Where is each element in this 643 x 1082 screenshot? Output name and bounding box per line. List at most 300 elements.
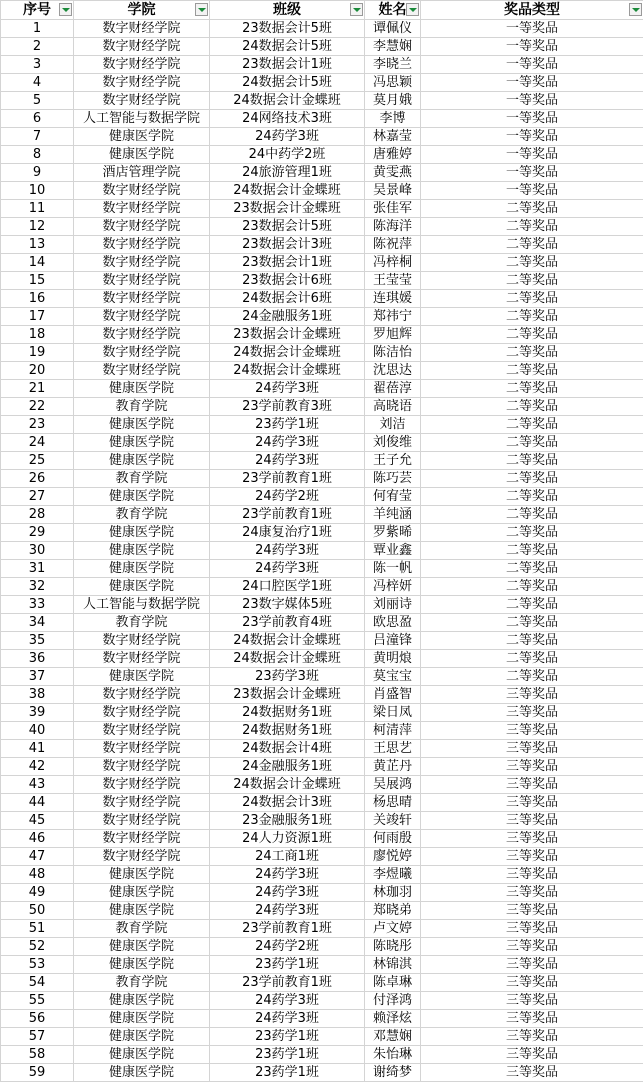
cell-class[interactable]: 23数据会计1班 [210, 56, 365, 74]
cell-serial[interactable]: 22 [1, 398, 74, 416]
cell-college[interactable]: 数字财经学院 [74, 650, 210, 668]
cell-class[interactable]: 24数据会计4班 [210, 740, 365, 758]
cell-class[interactable]: 24数据会计金蝶班 [210, 776, 365, 794]
cell-college[interactable]: 数字财经学院 [74, 344, 210, 362]
cell-college[interactable]: 健康医学院 [74, 380, 210, 398]
cell-class[interactable]: 23学前教育3班 [210, 398, 365, 416]
cell-prize-type[interactable]: 二等奖品 [421, 506, 643, 524]
cell-name[interactable]: 郑祎宁 [365, 308, 421, 326]
cell-name[interactable]: 李煜曦 [365, 866, 421, 884]
header-serial[interactable]: 序号 [1, 1, 74, 20]
cell-name[interactable]: 唐雅婷 [365, 146, 421, 164]
cell-name[interactable]: 李博 [365, 110, 421, 128]
cell-serial[interactable]: 51 [1, 920, 74, 938]
cell-serial[interactable]: 3 [1, 56, 74, 74]
cell-class[interactable]: 24药学3班 [210, 1010, 365, 1028]
cell-name[interactable]: 关竣轩 [365, 812, 421, 830]
cell-name[interactable]: 何雨殷 [365, 830, 421, 848]
filter-dropdown-icon[interactable] [629, 3, 642, 16]
cell-name[interactable]: 连琪媛 [365, 290, 421, 308]
cell-name[interactable]: 翟蓓淳 [365, 380, 421, 398]
header-name[interactable]: 姓名 [365, 1, 421, 20]
cell-class[interactable]: 24数据会计5班 [210, 38, 365, 56]
cell-serial[interactable]: 30 [1, 542, 74, 560]
cell-serial[interactable]: 44 [1, 794, 74, 812]
cell-prize-type[interactable]: 一等奖品 [421, 164, 643, 182]
cell-name[interactable]: 王思艺 [365, 740, 421, 758]
cell-serial[interactable]: 59 [1, 1064, 74, 1082]
cell-class[interactable]: 24药学3班 [210, 866, 365, 884]
cell-serial[interactable]: 41 [1, 740, 74, 758]
cell-serial[interactable]: 42 [1, 758, 74, 776]
cell-class[interactable]: 23数据会计3班 [210, 236, 365, 254]
cell-college[interactable]: 教育学院 [74, 920, 210, 938]
cell-college[interactable]: 数字财经学院 [74, 722, 210, 740]
cell-college[interactable]: 教育学院 [74, 506, 210, 524]
cell-class[interactable]: 23数字媒体5班 [210, 596, 365, 614]
cell-prize-type[interactable]: 三等奖品 [421, 1010, 643, 1028]
cell-class[interactable]: 24人力资源1班 [210, 830, 365, 848]
cell-serial[interactable]: 21 [1, 380, 74, 398]
cell-prize-type[interactable]: 三等奖品 [421, 848, 643, 866]
cell-class[interactable]: 23学前教育1班 [210, 974, 365, 992]
cell-name[interactable]: 莫月娥 [365, 92, 421, 110]
cell-class[interactable]: 23数据会计5班 [210, 218, 365, 236]
cell-name[interactable]: 吴景峰 [365, 182, 421, 200]
cell-name[interactable]: 高晓语 [365, 398, 421, 416]
cell-class[interactable]: 24数据会计金蝶班 [210, 632, 365, 650]
cell-name[interactable]: 刘丽诗 [365, 596, 421, 614]
cell-college[interactable]: 数字财经学院 [74, 272, 210, 290]
cell-class[interactable]: 24旅游管理1班 [210, 164, 365, 182]
cell-college[interactable]: 数字财经学院 [74, 740, 210, 758]
cell-name[interactable]: 沈思达 [365, 362, 421, 380]
cell-prize-type[interactable]: 三等奖品 [421, 902, 643, 920]
cell-prize-type[interactable]: 二等奖品 [421, 272, 643, 290]
cell-college[interactable]: 健康医学院 [74, 1010, 210, 1028]
cell-name[interactable]: 李晓兰 [365, 56, 421, 74]
cell-name[interactable]: 冯思颖 [365, 74, 421, 92]
cell-college[interactable]: 健康医学院 [74, 578, 210, 596]
cell-prize-type[interactable]: 二等奖品 [421, 668, 643, 686]
cell-class[interactable]: 24数据会计3班 [210, 794, 365, 812]
cell-serial[interactable]: 4 [1, 74, 74, 92]
cell-serial[interactable]: 48 [1, 866, 74, 884]
cell-name[interactable]: 赖泽炫 [365, 1010, 421, 1028]
filter-dropdown-icon[interactable] [406, 3, 419, 16]
cell-college[interactable]: 数字财经学院 [74, 326, 210, 344]
cell-prize-type[interactable]: 三等奖品 [421, 884, 643, 902]
cell-name[interactable]: 陈巧芸 [365, 470, 421, 488]
cell-class[interactable]: 24数据会计6班 [210, 290, 365, 308]
cell-college[interactable]: 数字财经学院 [74, 38, 210, 56]
cell-prize-type[interactable]: 三等奖品 [421, 794, 643, 812]
cell-college[interactable]: 数字财经学院 [74, 812, 210, 830]
cell-class[interactable]: 24药学3班 [210, 380, 365, 398]
cell-name[interactable]: 卢文婷 [365, 920, 421, 938]
cell-college[interactable]: 数字财经学院 [74, 74, 210, 92]
cell-name[interactable]: 王子允 [365, 452, 421, 470]
cell-prize-type[interactable]: 三等奖品 [421, 830, 643, 848]
cell-class[interactable]: 24数据财务1班 [210, 722, 365, 740]
cell-name[interactable]: 林锦淇 [365, 956, 421, 974]
cell-serial[interactable]: 6 [1, 110, 74, 128]
filter-dropdown-icon[interactable] [59, 3, 72, 16]
cell-prize-type[interactable]: 三等奖品 [421, 1064, 643, 1082]
cell-college[interactable]: 数字财经学院 [74, 254, 210, 272]
cell-name[interactable]: 陈卓琳 [365, 974, 421, 992]
cell-prize-type[interactable]: 二等奖品 [421, 434, 643, 452]
cell-class[interactable]: 23数据会计金蝶班 [210, 326, 365, 344]
cell-serial[interactable]: 40 [1, 722, 74, 740]
cell-name[interactable]: 欧思盈 [365, 614, 421, 632]
cell-prize-type[interactable]: 二等奖品 [421, 470, 643, 488]
cell-college[interactable]: 健康医学院 [74, 938, 210, 956]
cell-prize-type[interactable]: 三等奖品 [421, 1046, 643, 1064]
cell-prize-type[interactable]: 三等奖品 [421, 866, 643, 884]
cell-name[interactable]: 陈海洋 [365, 218, 421, 236]
cell-serial[interactable]: 8 [1, 146, 74, 164]
cell-class[interactable]: 23学前教育1班 [210, 470, 365, 488]
cell-name[interactable]: 莫宝宝 [365, 668, 421, 686]
cell-name[interactable]: 朱怡琳 [365, 1046, 421, 1064]
cell-college[interactable]: 健康医学院 [74, 488, 210, 506]
cell-college[interactable]: 数字财经学院 [74, 776, 210, 794]
cell-class[interactable]: 23数据会计6班 [210, 272, 365, 290]
cell-college[interactable]: 健康医学院 [74, 668, 210, 686]
cell-class[interactable]: 24中药学2班 [210, 146, 365, 164]
cell-serial[interactable]: 57 [1, 1028, 74, 1046]
cell-college[interactable]: 数字财经学院 [74, 632, 210, 650]
cell-serial[interactable]: 28 [1, 506, 74, 524]
cell-prize-type[interactable]: 三等奖品 [421, 938, 643, 956]
cell-serial[interactable]: 10 [1, 182, 74, 200]
cell-name[interactable]: 罗紫晞 [365, 524, 421, 542]
cell-serial[interactable]: 32 [1, 578, 74, 596]
cell-college[interactable]: 健康医学院 [74, 128, 210, 146]
cell-class[interactable]: 23数据会计5班 [210, 20, 365, 38]
cell-serial[interactable]: 58 [1, 1046, 74, 1064]
cell-class[interactable]: 23药学1班 [210, 1046, 365, 1064]
cell-class[interactable]: 24药学3班 [210, 902, 365, 920]
filter-dropdown-icon[interactable] [350, 3, 363, 16]
cell-serial[interactable]: 2 [1, 38, 74, 56]
cell-class[interactable]: 23药学3班 [210, 668, 365, 686]
cell-name[interactable]: 吴展鸿 [365, 776, 421, 794]
cell-name[interactable]: 刘洁 [365, 416, 421, 434]
cell-serial[interactable]: 54 [1, 974, 74, 992]
cell-name[interactable]: 邓慧娴 [365, 1028, 421, 1046]
cell-college[interactable]: 教育学院 [74, 398, 210, 416]
cell-prize-type[interactable]: 二等奖品 [421, 254, 643, 272]
cell-name[interactable]: 谢绮梦 [365, 1064, 421, 1082]
cell-college[interactable]: 健康医学院 [74, 884, 210, 902]
cell-class[interactable]: 23药学1班 [210, 956, 365, 974]
cell-name[interactable]: 黄明烺 [365, 650, 421, 668]
cell-prize-type[interactable]: 二等奖品 [421, 488, 643, 506]
cell-serial[interactable]: 45 [1, 812, 74, 830]
cell-name[interactable]: 陈一帆 [365, 560, 421, 578]
cell-prize-type[interactable]: 三等奖品 [421, 956, 643, 974]
cell-serial[interactable]: 19 [1, 344, 74, 362]
cell-class[interactable]: 23学前教育4班 [210, 614, 365, 632]
cell-college[interactable]: 人工智能与数据学院 [74, 596, 210, 614]
cell-serial[interactable]: 31 [1, 560, 74, 578]
cell-serial[interactable]: 43 [1, 776, 74, 794]
cell-serial[interactable]: 27 [1, 488, 74, 506]
cell-class[interactable]: 23药学1班 [210, 1028, 365, 1046]
cell-name[interactable]: 冯梓桐 [365, 254, 421, 272]
cell-class[interactable]: 24数据会计5班 [210, 74, 365, 92]
cell-serial[interactable]: 52 [1, 938, 74, 956]
cell-class[interactable]: 24药学3班 [210, 452, 365, 470]
cell-name[interactable]: 陈祝萍 [365, 236, 421, 254]
cell-name[interactable]: 林珈羽 [365, 884, 421, 902]
cell-prize-type[interactable]: 二等奖品 [421, 344, 643, 362]
cell-name[interactable]: 郑晓弟 [365, 902, 421, 920]
cell-prize-type[interactable]: 二等奖品 [421, 380, 643, 398]
cell-serial[interactable]: 5 [1, 92, 74, 110]
cell-serial[interactable]: 37 [1, 668, 74, 686]
cell-college[interactable]: 数字财经学院 [74, 830, 210, 848]
cell-prize-type[interactable]: 二等奖品 [421, 218, 643, 236]
cell-prize-type[interactable]: 一等奖品 [421, 74, 643, 92]
cell-prize-type[interactable]: 一等奖品 [421, 128, 643, 146]
cell-class[interactable]: 24药学3班 [210, 542, 365, 560]
cell-serial[interactable]: 49 [1, 884, 74, 902]
cell-college[interactable]: 健康医学院 [74, 1064, 210, 1082]
cell-class[interactable]: 24药学3班 [210, 128, 365, 146]
cell-name[interactable]: 梁日凤 [365, 704, 421, 722]
cell-serial[interactable]: 7 [1, 128, 74, 146]
cell-name[interactable]: 肖盛智 [365, 686, 421, 704]
cell-college[interactable]: 数字财经学院 [74, 56, 210, 74]
cell-class[interactable]: 24金融服务1班 [210, 308, 365, 326]
cell-prize-type[interactable]: 一等奖品 [421, 146, 643, 164]
cell-college[interactable]: 健康医学院 [74, 956, 210, 974]
cell-college[interactable]: 数字财经学院 [74, 20, 210, 38]
cell-serial[interactable]: 53 [1, 956, 74, 974]
cell-prize-type[interactable]: 三等奖品 [421, 704, 643, 722]
cell-prize-type[interactable]: 二等奖品 [421, 650, 643, 668]
cell-class[interactable]: 24数据会计金蝶班 [210, 344, 365, 362]
cell-college[interactable]: 健康医学院 [74, 1028, 210, 1046]
cell-serial[interactable]: 24 [1, 434, 74, 452]
cell-class[interactable]: 24药学2班 [210, 488, 365, 506]
cell-serial[interactable]: 39 [1, 704, 74, 722]
cell-college[interactable]: 健康医学院 [74, 902, 210, 920]
cell-serial[interactable]: 23 [1, 416, 74, 434]
cell-name[interactable]: 柯清萍 [365, 722, 421, 740]
cell-class[interactable]: 23学前教育1班 [210, 506, 365, 524]
cell-college[interactable]: 教育学院 [74, 470, 210, 488]
cell-prize-type[interactable]: 三等奖品 [421, 920, 643, 938]
header-college[interactable]: 学院 [74, 1, 210, 20]
cell-serial[interactable]: 11 [1, 200, 74, 218]
cell-name[interactable]: 李慧娴 [365, 38, 421, 56]
cell-serial[interactable]: 50 [1, 902, 74, 920]
cell-college[interactable]: 健康医学院 [74, 146, 210, 164]
cell-serial[interactable]: 25 [1, 452, 74, 470]
cell-name[interactable]: 吕潼锋 [365, 632, 421, 650]
cell-college[interactable]: 数字财经学院 [74, 92, 210, 110]
cell-college[interactable]: 数字财经学院 [74, 236, 210, 254]
cell-college[interactable]: 健康医学院 [74, 1046, 210, 1064]
cell-serial[interactable]: 35 [1, 632, 74, 650]
cell-serial[interactable]: 47 [1, 848, 74, 866]
cell-name[interactable]: 黄芷丹 [365, 758, 421, 776]
cell-college[interactable]: 数字财经学院 [74, 794, 210, 812]
cell-college[interactable]: 数字财经学院 [74, 758, 210, 776]
cell-class[interactable]: 24数据会计金蝶班 [210, 182, 365, 200]
cell-prize-type[interactable]: 二等奖品 [421, 200, 643, 218]
cell-college[interactable]: 数字财经学院 [74, 686, 210, 704]
cell-name[interactable]: 廖悦婷 [365, 848, 421, 866]
cell-name[interactable]: 林嘉莹 [365, 128, 421, 146]
cell-serial[interactable]: 15 [1, 272, 74, 290]
cell-class[interactable]: 24药学3班 [210, 560, 365, 578]
cell-serial[interactable]: 36 [1, 650, 74, 668]
cell-class[interactable]: 23药学1班 [210, 416, 365, 434]
cell-prize-type[interactable]: 二等奖品 [421, 362, 643, 380]
cell-class[interactable]: 24康复治疗1班 [210, 524, 365, 542]
cell-serial[interactable]: 46 [1, 830, 74, 848]
header-prize-type[interactable]: 奖品类型 [421, 1, 643, 20]
cell-prize-type[interactable]: 二等奖品 [421, 452, 643, 470]
cell-prize-type[interactable]: 三等奖品 [421, 722, 643, 740]
cell-college[interactable]: 健康医学院 [74, 452, 210, 470]
cell-class[interactable]: 23数据会计1班 [210, 254, 365, 272]
cell-college[interactable]: 健康医学院 [74, 524, 210, 542]
cell-class[interactable]: 24药学3班 [210, 884, 365, 902]
cell-class[interactable]: 23数据会计金蝶班 [210, 686, 365, 704]
cell-college[interactable]: 健康医学院 [74, 992, 210, 1010]
cell-class[interactable]: 24药学3班 [210, 434, 365, 452]
cell-college[interactable]: 数字财经学院 [74, 848, 210, 866]
cell-name[interactable]: 陈洁怡 [365, 344, 421, 362]
cell-class[interactable]: 24数据会计金蝶班 [210, 92, 365, 110]
cell-prize-type[interactable]: 三等奖品 [421, 992, 643, 1010]
cell-prize-type[interactable]: 一等奖品 [421, 182, 643, 200]
cell-college[interactable]: 数字财经学院 [74, 290, 210, 308]
cell-serial[interactable]: 34 [1, 614, 74, 632]
cell-college[interactable]: 教育学院 [74, 614, 210, 632]
cell-serial[interactable]: 38 [1, 686, 74, 704]
cell-name[interactable]: 黄雯燕 [365, 164, 421, 182]
cell-class[interactable]: 24网络技术3班 [210, 110, 365, 128]
cell-college[interactable]: 数字财经学院 [74, 704, 210, 722]
cell-name[interactable]: 冯梓妍 [365, 578, 421, 596]
cell-serial[interactable]: 56 [1, 1010, 74, 1028]
filter-dropdown-icon[interactable] [195, 3, 208, 16]
cell-college[interactable]: 数字财经学院 [74, 182, 210, 200]
header-class[interactable]: 班级 [210, 1, 365, 20]
cell-college[interactable]: 健康医学院 [74, 416, 210, 434]
cell-prize-type[interactable]: 一等奖品 [421, 92, 643, 110]
cell-serial[interactable]: 16 [1, 290, 74, 308]
cell-serial[interactable]: 26 [1, 470, 74, 488]
cell-prize-type[interactable]: 一等奖品 [421, 20, 643, 38]
cell-college[interactable]: 教育学院 [74, 974, 210, 992]
cell-serial[interactable]: 12 [1, 218, 74, 236]
cell-class[interactable]: 23数据会计金蝶班 [210, 200, 365, 218]
cell-name[interactable]: 刘俊维 [365, 434, 421, 452]
cell-college[interactable]: 健康医学院 [74, 560, 210, 578]
cell-college[interactable]: 健康医学院 [74, 434, 210, 452]
cell-name[interactable]: 羊纯涵 [365, 506, 421, 524]
cell-name[interactable]: 覃业鑫 [365, 542, 421, 560]
cell-serial[interactable]: 17 [1, 308, 74, 326]
cell-prize-type[interactable]: 二等奖品 [421, 632, 643, 650]
cell-prize-type[interactable]: 二等奖品 [421, 560, 643, 578]
cell-prize-type[interactable]: 二等奖品 [421, 578, 643, 596]
cell-name[interactable]: 罗旭辉 [365, 326, 421, 344]
cell-college[interactable]: 数字财经学院 [74, 218, 210, 236]
cell-prize-type[interactable]: 一等奖品 [421, 38, 643, 56]
cell-college[interactable]: 人工智能与数据学院 [74, 110, 210, 128]
cell-prize-type[interactable]: 三等奖品 [421, 1028, 643, 1046]
cell-college[interactable]: 数字财经学院 [74, 308, 210, 326]
cell-prize-type[interactable]: 三等奖品 [421, 740, 643, 758]
cell-serial[interactable]: 29 [1, 524, 74, 542]
cell-class[interactable]: 24数据财务1班 [210, 704, 365, 722]
cell-prize-type[interactable]: 二等奖品 [421, 524, 643, 542]
cell-serial[interactable]: 9 [1, 164, 74, 182]
cell-prize-type[interactable]: 三等奖品 [421, 686, 643, 704]
cell-name[interactable]: 王莹莹 [365, 272, 421, 290]
cell-prize-type[interactable]: 一等奖品 [421, 110, 643, 128]
cell-prize-type[interactable]: 二等奖品 [421, 308, 643, 326]
cell-serial[interactable]: 14 [1, 254, 74, 272]
cell-name[interactable]: 张佳军 [365, 200, 421, 218]
cell-class[interactable]: 24工商1班 [210, 848, 365, 866]
cell-serial[interactable]: 33 [1, 596, 74, 614]
cell-prize-type[interactable]: 三等奖品 [421, 974, 643, 992]
cell-name[interactable]: 何宥莹 [365, 488, 421, 506]
cell-name[interactable]: 付泽鸿 [365, 992, 421, 1010]
cell-prize-type[interactable]: 一等奖品 [421, 56, 643, 74]
cell-prize-type[interactable]: 二等奖品 [421, 416, 643, 434]
cell-serial[interactable]: 55 [1, 992, 74, 1010]
cell-class[interactable]: 23金融服务1班 [210, 812, 365, 830]
cell-college[interactable]: 数字财经学院 [74, 200, 210, 218]
cell-prize-type[interactable]: 三等奖品 [421, 758, 643, 776]
cell-class[interactable]: 24数据会计金蝶班 [210, 362, 365, 380]
cell-class[interactable]: 24口腔医学1班 [210, 578, 365, 596]
cell-class[interactable]: 23药学1班 [210, 1064, 365, 1082]
cell-class[interactable]: 24药学2班 [210, 938, 365, 956]
cell-prize-type[interactable]: 三等奖品 [421, 776, 643, 794]
cell-class[interactable]: 24数据会计金蝶班 [210, 650, 365, 668]
cell-prize-type[interactable]: 二等奖品 [421, 542, 643, 560]
cell-prize-type[interactable]: 二等奖品 [421, 614, 643, 632]
cell-serial[interactable]: 18 [1, 326, 74, 344]
cell-college[interactable]: 健康医学院 [74, 542, 210, 560]
cell-college[interactable]: 酒店管理学院 [74, 164, 210, 182]
cell-serial[interactable]: 13 [1, 236, 74, 254]
cell-prize-type[interactable]: 二等奖品 [421, 236, 643, 254]
cell-name[interactable]: 杨思晴 [365, 794, 421, 812]
cell-prize-type[interactable]: 二等奖品 [421, 326, 643, 344]
cell-name[interactable]: 陈晓彤 [365, 938, 421, 956]
cell-name[interactable]: 谭佩仪 [365, 20, 421, 38]
cell-college[interactable]: 健康医学院 [74, 866, 210, 884]
cell-prize-type[interactable]: 二等奖品 [421, 290, 643, 308]
cell-prize-type[interactable]: 三等奖品 [421, 812, 643, 830]
cell-serial[interactable]: 1 [1, 20, 74, 38]
cell-class[interactable]: 24金融服务1班 [210, 758, 365, 776]
cell-serial[interactable]: 20 [1, 362, 74, 380]
